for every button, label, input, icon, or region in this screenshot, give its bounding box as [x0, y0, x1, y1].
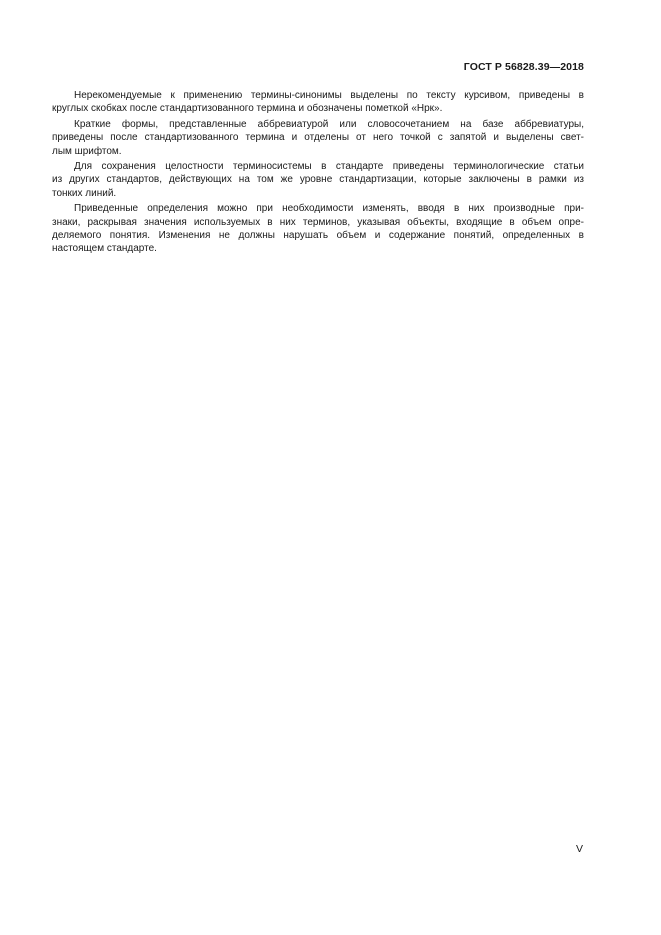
text-line: круглых скобках после стандартизованного термина и обозначены пометкой «Нрк».: [52, 103, 443, 115]
text-line: Нерекомендуемые к применению термины-синонимы выделены по тексту курсивом, приведены в: [74, 90, 584, 101]
text-line: из других стандартов, действующих на том же уровне стандартизации, которые заключены в рамки из: [52, 174, 584, 186]
body-text: [52, 89, 584, 258]
paragraph-short-forms: [52, 118, 584, 158]
document-code-header: ГОСТ Р 56828.39—2018: [463, 61, 584, 73]
text-line: Для сохранения целостности терминосистемы в стандарте приведены терминологические статьи: [74, 161, 584, 173]
text-line: тонких линий.: [52, 187, 117, 199]
paragraph-nrk-synonyms: [52, 89, 584, 116]
text-line: знаки, раскрывая значения используемых в них терминов, указывая объекты, входящие в объем опре-: [52, 216, 584, 228]
text-line: Приведенные определения можно при необходимости изменять, вводя в них производные при-: [74, 203, 584, 215]
page-number: V: [575, 843, 583, 855]
text-line: настоящем стандарте.: [52, 243, 157, 255]
text-line: деляемого понятия. Изменения не должны нарушать объем и содержание понятий, определенных в: [52, 230, 584, 242]
text-line: Краткие формы, представленные аббревиатурой или словосочетанием на базе аббревиатуры,: [74, 118, 584, 130]
text-line: приведены после стандартизованного термина и отделены от него точкой с запятой и выделены свет-: [52, 132, 584, 144]
text-line: лым шрифтом.: [52, 145, 122, 157]
paragraph-definitions-modification: [52, 202, 584, 256]
paragraph-terminology-integrity: [52, 160, 584, 200]
